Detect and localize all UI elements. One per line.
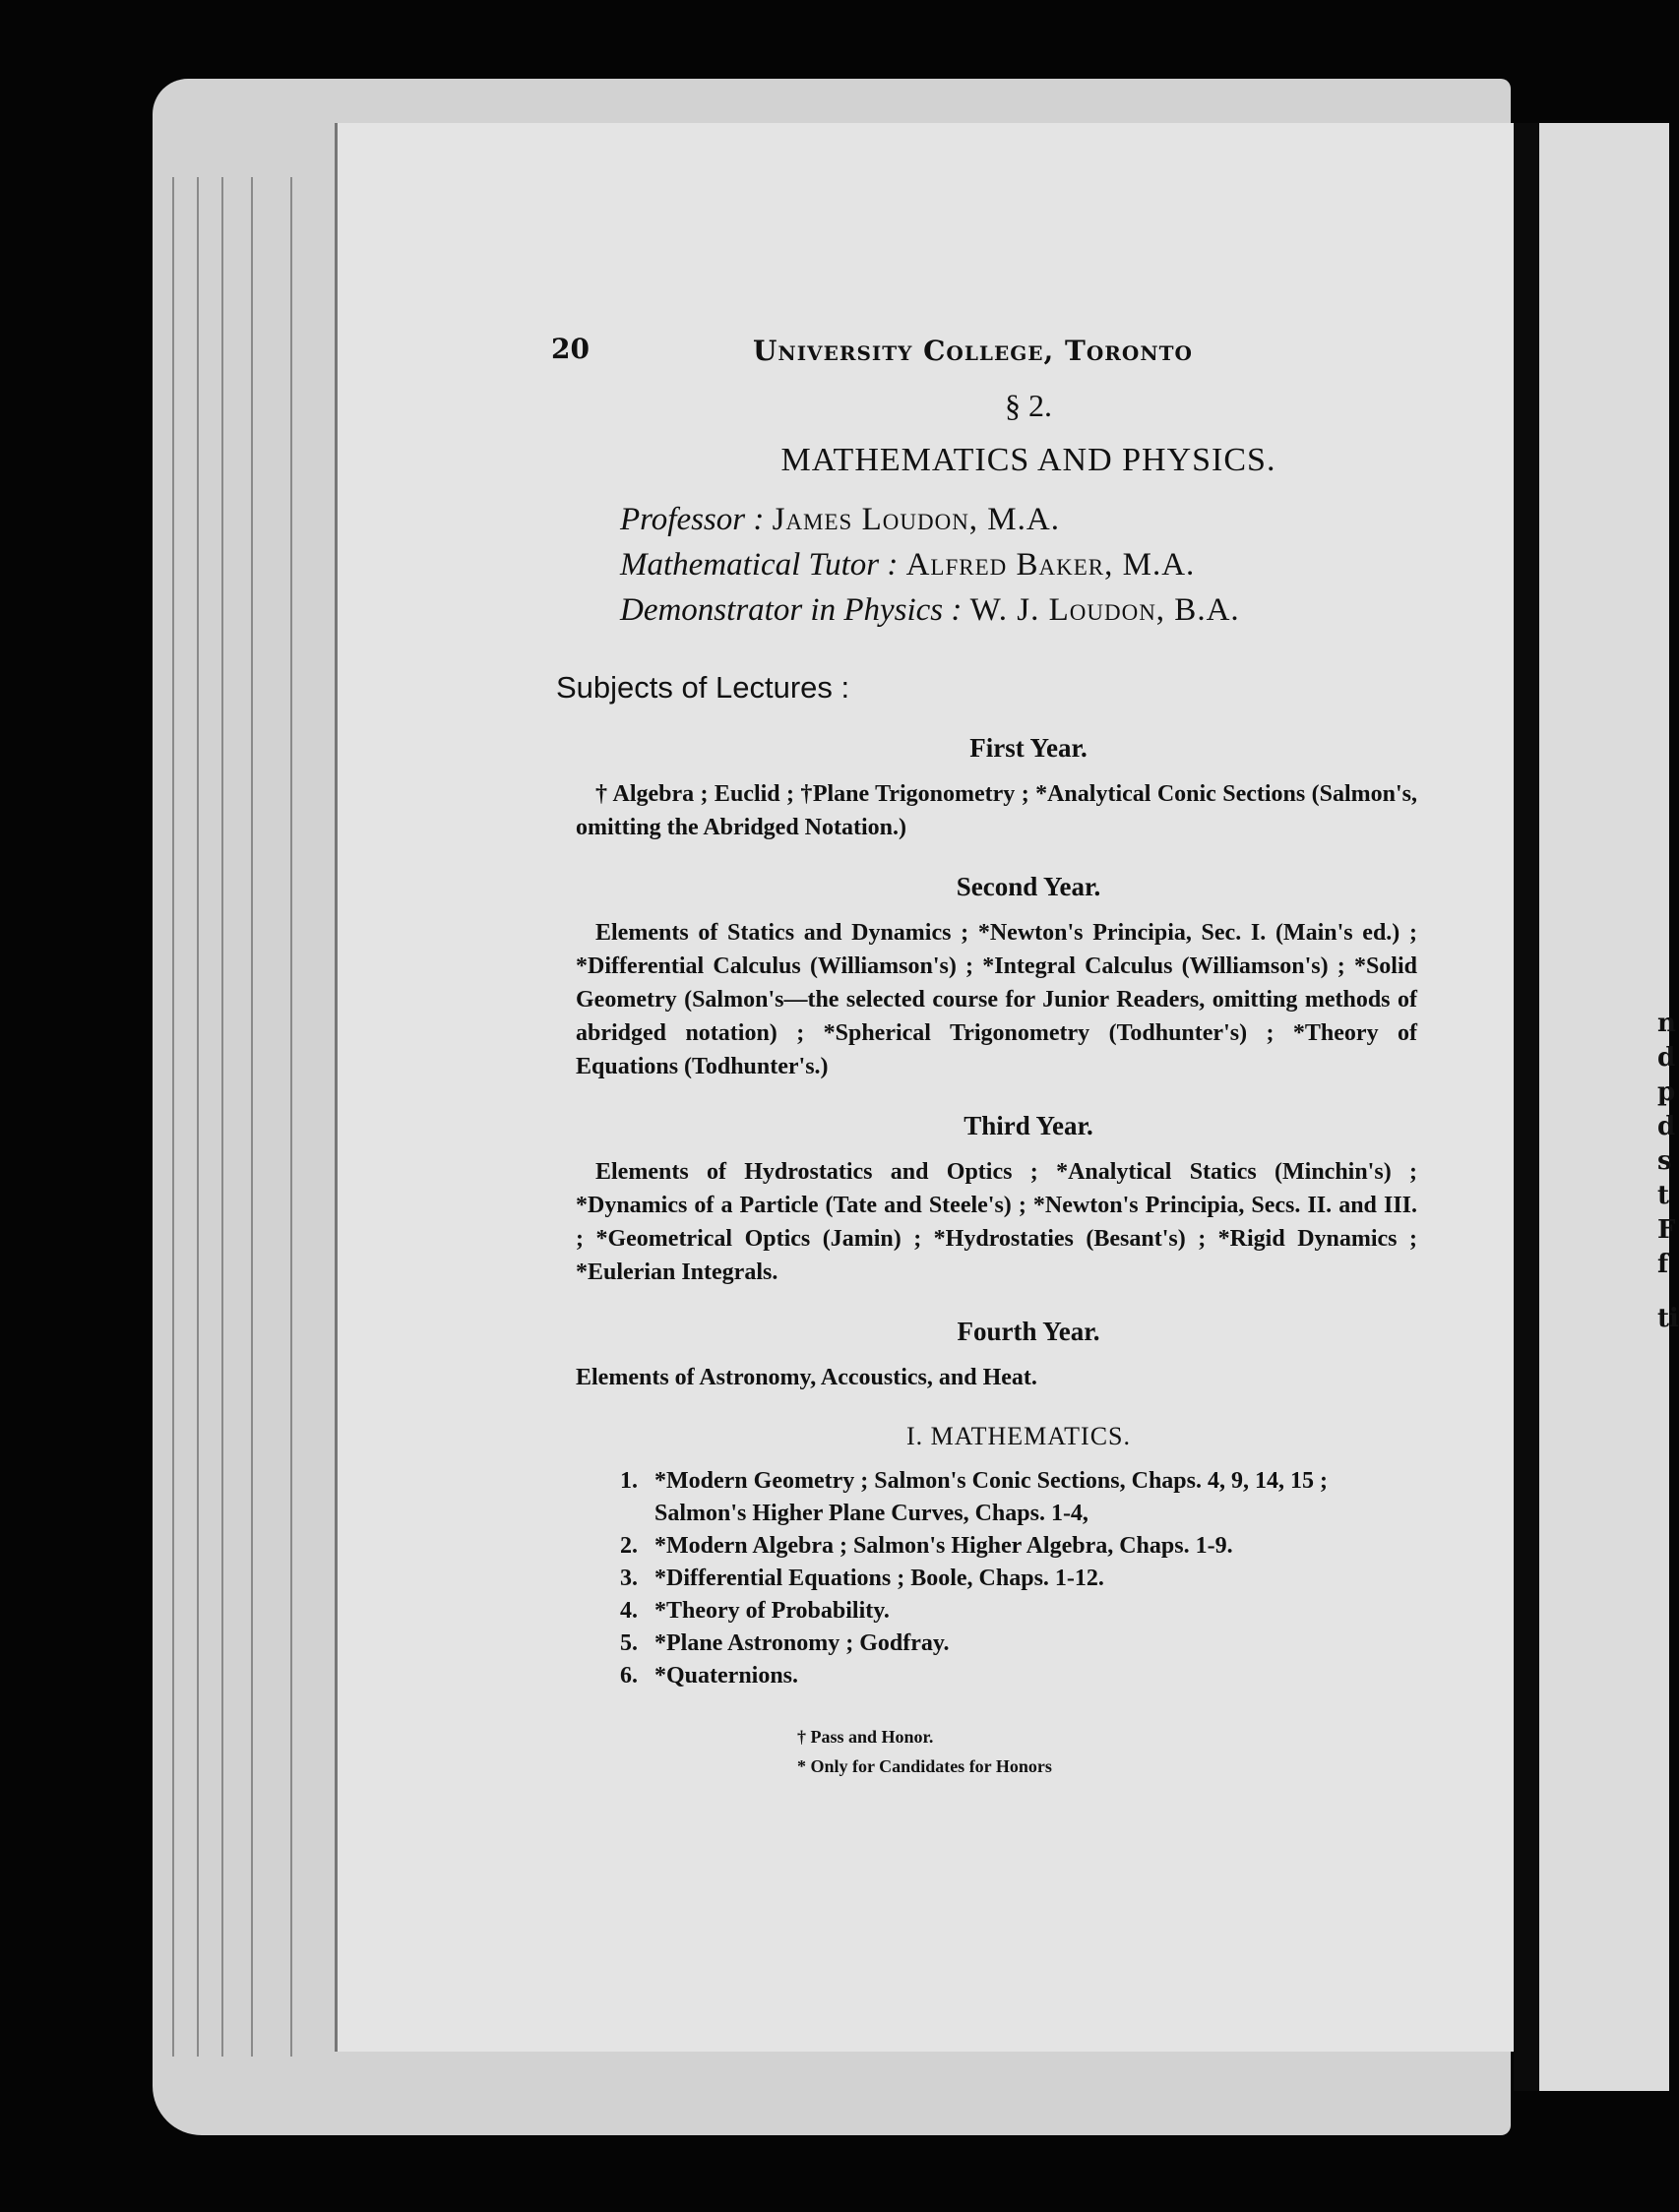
footnotes	[797, 1722, 1402, 1781]
year-block-second	[546, 872, 1417, 1083]
page-edge	[290, 177, 292, 2057]
staff-role: Mathematical Tutor :	[620, 547, 899, 583]
year-heading: First Year.	[969, 733, 1088, 763]
staff-name: Alfred Baker, M.A.	[905, 547, 1196, 583]
year-block-fourth	[546, 1317, 1402, 1394]
list-item	[620, 1628, 1398, 1660]
running-title: University College, Toronto	[753, 335, 1193, 367]
item-number: 1.	[620, 1468, 638, 1494]
staff-entry	[620, 587, 1402, 633]
facing-text-fragment: n	[1657, 1009, 1676, 1038]
staff-name: W. J. Loudon, B.A.	[969, 592, 1240, 628]
item-number: 3.	[620, 1566, 638, 1591]
footnote: * Only for Candidates for Honors	[797, 1756, 1052, 1776]
facing-text-fragment: p	[1657, 1077, 1676, 1107]
year-text: † Algebra ; Euclid ; †Plane Trigonometry ; *Analytical Conic Sections (Salmon's, omitting the Abridged Notation.)	[576, 781, 1417, 840]
page-content	[546, 325, 1417, 1781]
year-block-third	[546, 1111, 1417, 1289]
page-edge	[251, 177, 253, 2057]
item-number: 6.	[620, 1663, 638, 1689]
facing-page	[1539, 123, 1679, 2091]
facing-text-fragment: F	[1657, 1215, 1676, 1245]
page-edge	[221, 177, 223, 2057]
year-text: Elements of Statics and Dynamics ; *Newton's Principia, Sec. I. (Main's ed.) ; *Differential Calculus (Williamson's) ; *Integral Calculus (Williamson's) ; *Solid Geometry (Salmon's—the selected course for Junior Readers, omitting methods of abridged notation) ; *Spherical Trigonometry (Todhunter's) ; *Theory of Equations (Todhunter's.)	[576, 920, 1417, 1079]
facing-text-fragment: d	[1657, 1043, 1676, 1073]
item-text: *Plane Astronomy ; Godfray.	[654, 1630, 950, 1656]
year-block-first	[546, 733, 1417, 844]
facing-text-fragment: t	[1657, 1181, 1670, 1210]
page-edge	[172, 177, 174, 2057]
subjects-label: Subjects of Lectures :	[556, 670, 850, 705]
item-text: *Differential Equations ; Boole, Chaps. 1-12.	[654, 1566, 1104, 1591]
staff-entry	[620, 497, 1402, 542]
section-title: MATHEMATICS AND PHYSICS.	[780, 442, 1276, 478]
page-edge	[197, 177, 199, 2057]
year-text: Elements of Hydrostatics and Optics ; *Analytical Statics (Minchin's) ; *Dynamics of a Particle (Tate and Steele's) ; *Newton's Principia, Secs. II. and III. ; *Geometrical Optics (Jamin) ; *Hydrostaties (Besant's) ; *Rigid Dynamics ; *Eulerian Integrals.	[576, 1159, 1417, 1285]
item-number: 4.	[620, 1598, 638, 1624]
facing-text-fragment: s	[1657, 1146, 1672, 1176]
year-heading: Third Year.	[964, 1111, 1093, 1140]
list-item	[620, 1595, 1398, 1628]
facing-text-fragment: f	[1657, 1250, 1669, 1279]
list-item	[620, 1660, 1398, 1692]
staff-name: James Loudon, M.A.	[772, 502, 1060, 537]
item-text: *Modern Geometry ; Salmon's Conic Sections, Chaps. 4, 9, 14, 15 ; Salmon's Higher Plane Curves, Chaps. 1-4,	[654, 1468, 1328, 1526]
facing-text-fragment: ti	[1657, 1304, 1679, 1333]
mathematics-heading: I. MATHEMATICS.	[905, 1422, 1132, 1450]
running-head	[546, 325, 1402, 374]
list-item	[620, 1563, 1398, 1595]
item-text: *Quaternions.	[654, 1663, 799, 1689]
item-text: *Theory of Probability.	[654, 1598, 890, 1624]
footnote: † Pass and Honor.	[797, 1727, 934, 1747]
year-heading: Fourth Year.	[957, 1317, 1100, 1346]
facing-text-fragment: d	[1657, 1112, 1676, 1141]
list-item	[620, 1465, 1398, 1530]
list-item	[620, 1530, 1398, 1563]
item-number: 5.	[620, 1630, 638, 1656]
staff-entry	[620, 542, 1402, 587]
section-mark: § 2.	[1005, 388, 1052, 423]
staff-list	[620, 497, 1402, 633]
book-gutter	[1514, 123, 1539, 2091]
page-number: 20	[551, 333, 590, 365]
item-number: 2.	[620, 1533, 638, 1559]
item-text: *Modern Algebra ; Salmon's Higher Algebra, Chaps. 1-9.	[654, 1533, 1233, 1559]
mathematics-list	[620, 1465, 1398, 1692]
staff-role: Professor :	[620, 502, 765, 537]
year-text: Elements of Astronomy, Accoustics, and Heat.	[576, 1365, 1037, 1390]
year-heading: Second Year.	[956, 872, 1101, 901]
staff-role: Demonstrator in Physics :	[620, 592, 963, 628]
